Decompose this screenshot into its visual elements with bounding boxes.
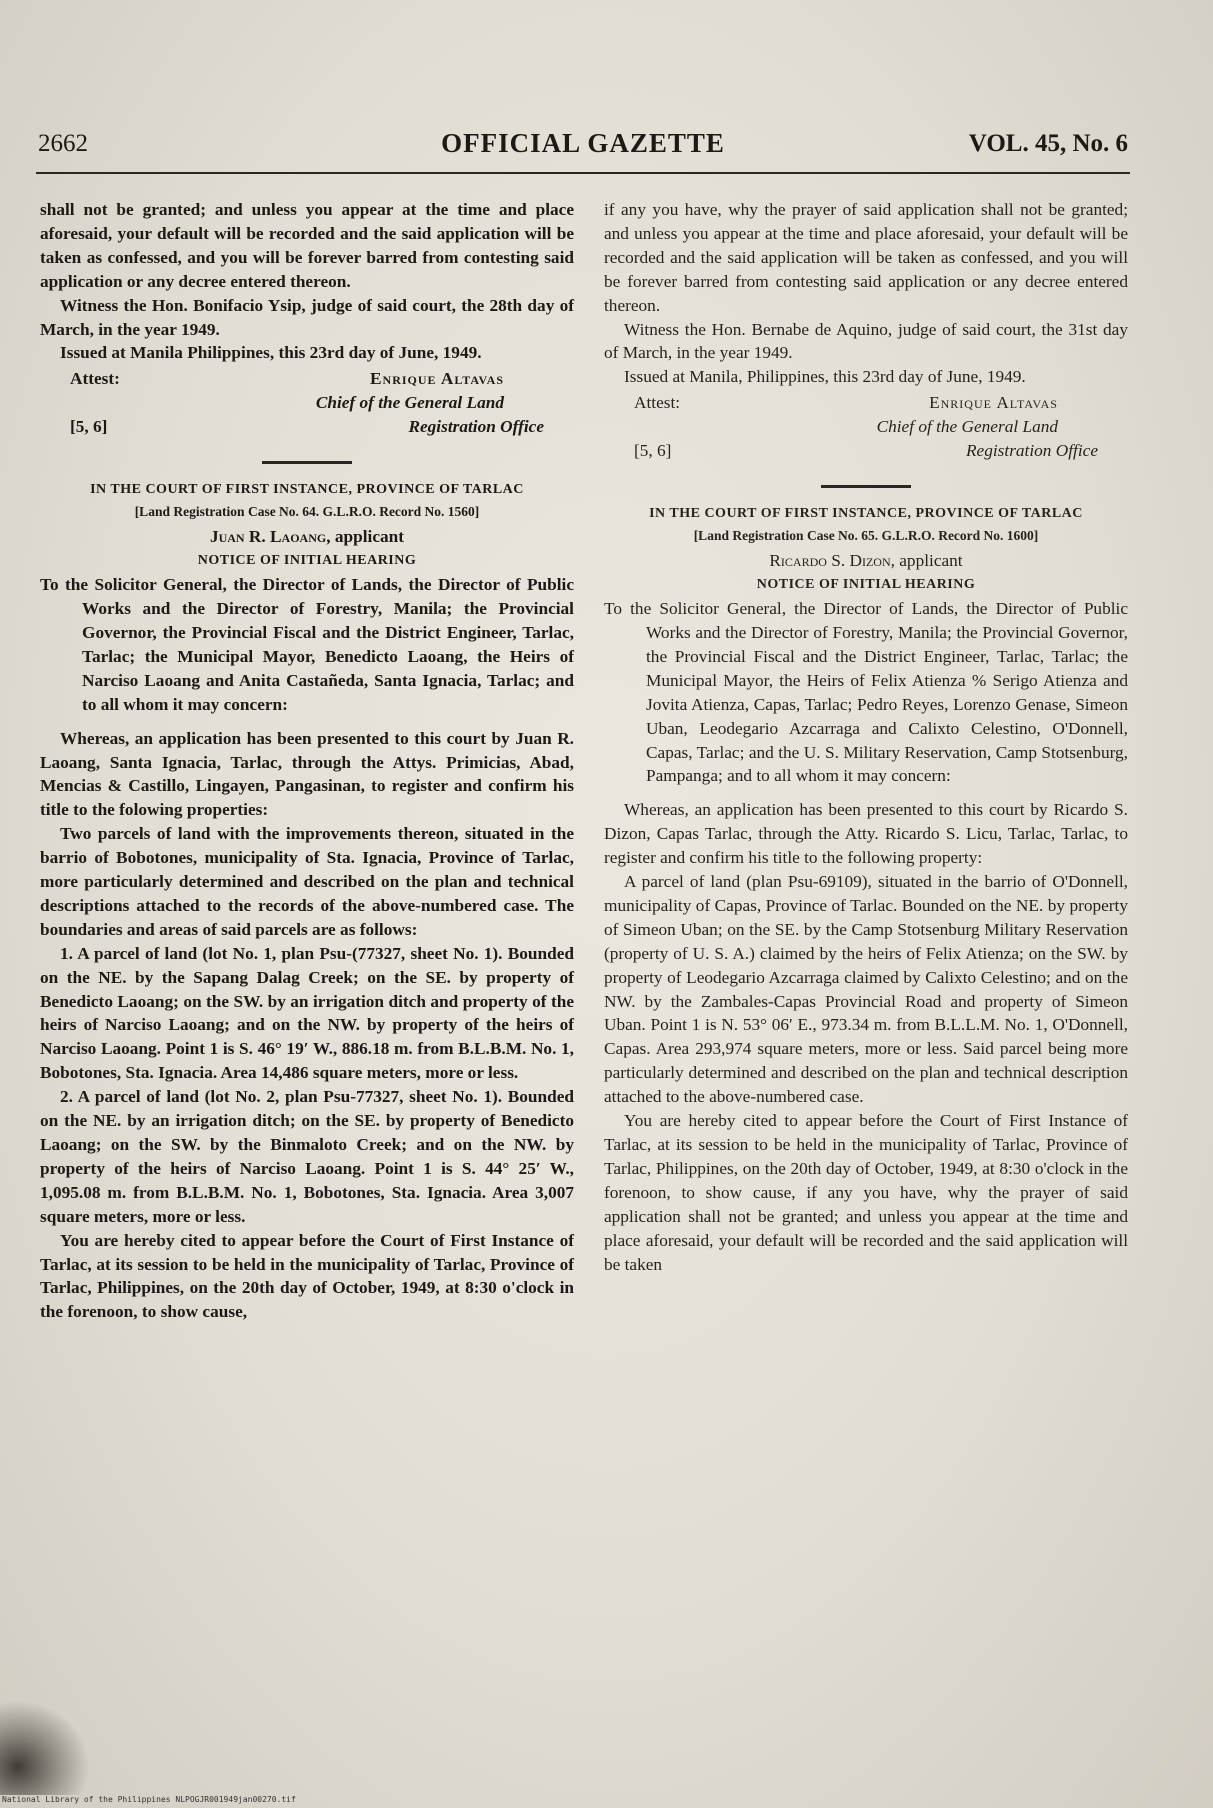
- left-signer-name: Enrique Altavas: [370, 369, 504, 389]
- right-signature-block: [604, 391, 1128, 471]
- left-parcels-intro: Two parcels of land with the improvements thereon, situated in the barrio of Bobotones, municipality of Sta. Ignacia, Province of Tarlac, more particularly determined and described on the plan and technical descriptions attached to the records of the above-numbered case. The boundaries and areas of said parcels are as follows:: [40, 824, 574, 939]
- right-issued: Issued at Manila, Philippines, this 23rd day of June, 1949.: [624, 367, 1026, 387]
- left-signer-title-1: Chief of the General Land: [315, 393, 504, 413]
- left-applicant-suffix: , applicant: [326, 527, 405, 547]
- left-notice-heading: NOTICE OF INITIAL HEARING: [197, 553, 417, 569]
- page-header: [38, 128, 1128, 168]
- left-parcel-1: 1. A parcel of land (lot No. 1, plan Psu-(77327, sheet No. 1). Bounded on the NE. by the Sapang Dalag Creek; on the SE. by property of Benedicto Laoang; on the SW. by an irrigation ditch and property of the heirs of Narciso Laoang; and on the NW. by property of the heirs of Narciso Laoang. Point 1 is S. 46° 19′ W., 886.18 m. from B.L.B.M. No. 1, Bobotones, Sta. Ignacia. Area 14,486 square meters, more or less.: [40, 943, 574, 1083]
- left-signature-block: [40, 367, 574, 447]
- left-separator: [262, 461, 352, 464]
- right-separator: [821, 485, 911, 488]
- right-signer-title-2: Registration Office: [966, 441, 1098, 461]
- left-case-line: [Land Registration Case No. 64. G.L.R.O. Record No. 1560]: [134, 504, 480, 520]
- left-court-heading: IN THE COURT OF FIRST INSTANCE, PROVINCE OF TARLAC: [90, 482, 524, 498]
- left-parcel-2: 2. A parcel of land (lot No. 2, plan Psu-77327, sheet No. 1). Bounded on the NE. by an irrigation ditch; on the SE. by property of Benedicto Laoang; on the SW. by the Binmaloto Creek; and on the NW. by property of the heirs of Narciso Laoang. Point 1 is S. 44° 25′ W., 1,095.08 m. from B.L.B.M. No. 1, Bobotones, Sta. Ignacia. Area 3,007 square meters, more or less.: [40, 1087, 574, 1226]
- right-column: [604, 198, 1128, 1276]
- right-addressees: To the Solicitor General, the Director of Lands, the Director of Public Works and the Director of Forestry, Manila; the Provincial Governor, the Provincial Fiscal and the District Engineer, Tarlac, Tarlac; the Municipal Mayor, the Heirs of Felix Atienza % Serigo Atienza and Jovita Atienza, Capas, Tarlac; Pedro Reyes, Lorenzo Genase, Simeon Uban, Leodegario Azcarraga and Calixto Celestino, O'Donnell, Capas, Tarlac; and the U. S. Military Reservation, Camp Stotsenburg, Pampanga; and to all whom it may concern:: [604, 599, 1128, 786]
- left-column: [40, 198, 574, 1324]
- left-attest-label: Attest:: [70, 369, 120, 389]
- scan-footer: National Library of the Philippines NLPOGJR001949jan00270.tif: [2, 1795, 296, 1804]
- left-cited: You are hereby cited to appear before the Court of First Instance of Tarlac, at its session to be held in the municipality of Tarlac, Province of Tarlac, Philippines, on the 20th day of October, 1949, at 8:30 o'clock in the forenoon, to show cause,: [40, 1230, 574, 1322]
- right-notice-heading: NOTICE OF INITIAL HEARING: [756, 577, 976, 593]
- right-attest-label: Attest:: [634, 393, 681, 413]
- volume-number: VOL. 45, No. 6: [968, 130, 1128, 157]
- header-rule: [36, 172, 1130, 174]
- left-witness: Witness the Hon. Bonifacio Ysip, judge of said court, the 28th day of March, in the year 1949.: [40, 295, 574, 339]
- left-applicant: [40, 525, 574, 549]
- right-whereas: Whereas, an application has been presented to this court by Ricardo S. Dizon, Capas Tarlac, through the Atty. Ricardo S. Licu, Tarlac, Tarlac, to register and confirm his title to the following property:: [604, 800, 1128, 868]
- right-cited: You are hereby cited to appear before the Court of First Instance of Tarlac, at its session to be held in the municipality of Tarlac, Province of Tarlac, Philippines, on the 20th day of October, 1949, at 8:30 o'clock in the forenoon, to show cause, if any you have, why the prayer of said application shall not be granted; and unless you appear at the time and place aforesaid, your default will be recorded and the said application will be taken: [604, 1111, 1128, 1274]
- left-addressees: To the Solicitor General, the Director of Lands, the Director of Public Works and the Director of Forestry, Manila; the Provincial Governor, the Provincial Fiscal and the District Engineer, Tarlac, Tarlac; the Municipal Mayor, Benedicto Laoang, the Heirs of Narciso Laoang and Anita Castañeda, Santa Ignacia, Tarlac; and to all whom it may concern:: [40, 575, 574, 714]
- left-issued: Issued at Manila Philippines, this 23rd day of June, 1949.: [60, 343, 482, 363]
- right-applicant: [604, 549, 1128, 573]
- page-number: 2662: [38, 130, 88, 157]
- right-issue-ref: [5, 6]: [634, 441, 672, 461]
- right-parcel: A parcel of land (plan Psu-69109), situated in the barrio of O'Donnell, municipality of Capas, Province of Tarlac. Bounded on the NE. by property of Simeon Uban; on the SE. by the Camp Stotsenburg Military Reservation (property of U. S. A.) claimed by the heirs of Felix Atienza; on the SW. by property of Leodegario Azcarraga claimed by Calixto Celestino; and on the NW. by the Zambales-Capas Provincial Road and property of Simeon Uban. Point 1 is N. 53° 06′ E., 973.34 m. from B.L.L.M. No. 1, O'Donnell, Capas. Area 293,974 square meters, more or less. Said parcel being more particularly determined and described on the plan and technical description attached to the above-numbered case.: [604, 872, 1128, 1107]
- right-applicant-name: Ricardo S. Dizon: [769, 551, 891, 571]
- right-case-line: [Land Registration Case No. 65. G.L.R.O. Record No. 1600]: [693, 528, 1039, 544]
- publication-title: OFFICIAL GAZETTE: [441, 128, 725, 158]
- left-whereas: Whereas, an application has been presented to this court by Juan R. Laoang, Santa Ignacia, Tarlac, through the Attys. Primicias, Abad, Mencias & Castillo, Lingayen, Pangasinan, to register and confirm his title to the folowing properties:: [40, 728, 574, 820]
- right-continued-text: if any you have, why the prayer of said application shall not be granted; and unless you appear at the time and place aforesaid, your default will be recorded and the said application will be taken as confessed, and you will be forever barred from contesting said application or any decree entered thereon.: [604, 200, 1128, 315]
- left-signer-title-2: Registration Office: [408, 417, 544, 437]
- right-court-heading: IN THE COURT OF FIRST INSTANCE, PROVINCE OF TARLAC: [649, 506, 1083, 522]
- right-signer-name: Enrique Altavas: [929, 393, 1058, 413]
- left-issue-ref: [5, 6]: [70, 417, 108, 437]
- right-signer-title-1: Chief of the General Land: [876, 417, 1058, 437]
- right-witness: Witness the Hon. Bernabe de Aquino, judge of said court, the 31st day of March, in the year 1949.: [604, 319, 1128, 363]
- left-continued-text: shall not be granted; and unless you appear at the time and place aforesaid, your default will be recorded and the said application will be taken as confessed, and you will be forever barred from contesting said application or any decree entered thereon.: [40, 200, 574, 291]
- scan-smudge: [0, 1700, 90, 1795]
- left-applicant-name: Juan R. Laoang: [209, 527, 327, 547]
- right-applicant-suffix: , applicant: [890, 551, 963, 571]
